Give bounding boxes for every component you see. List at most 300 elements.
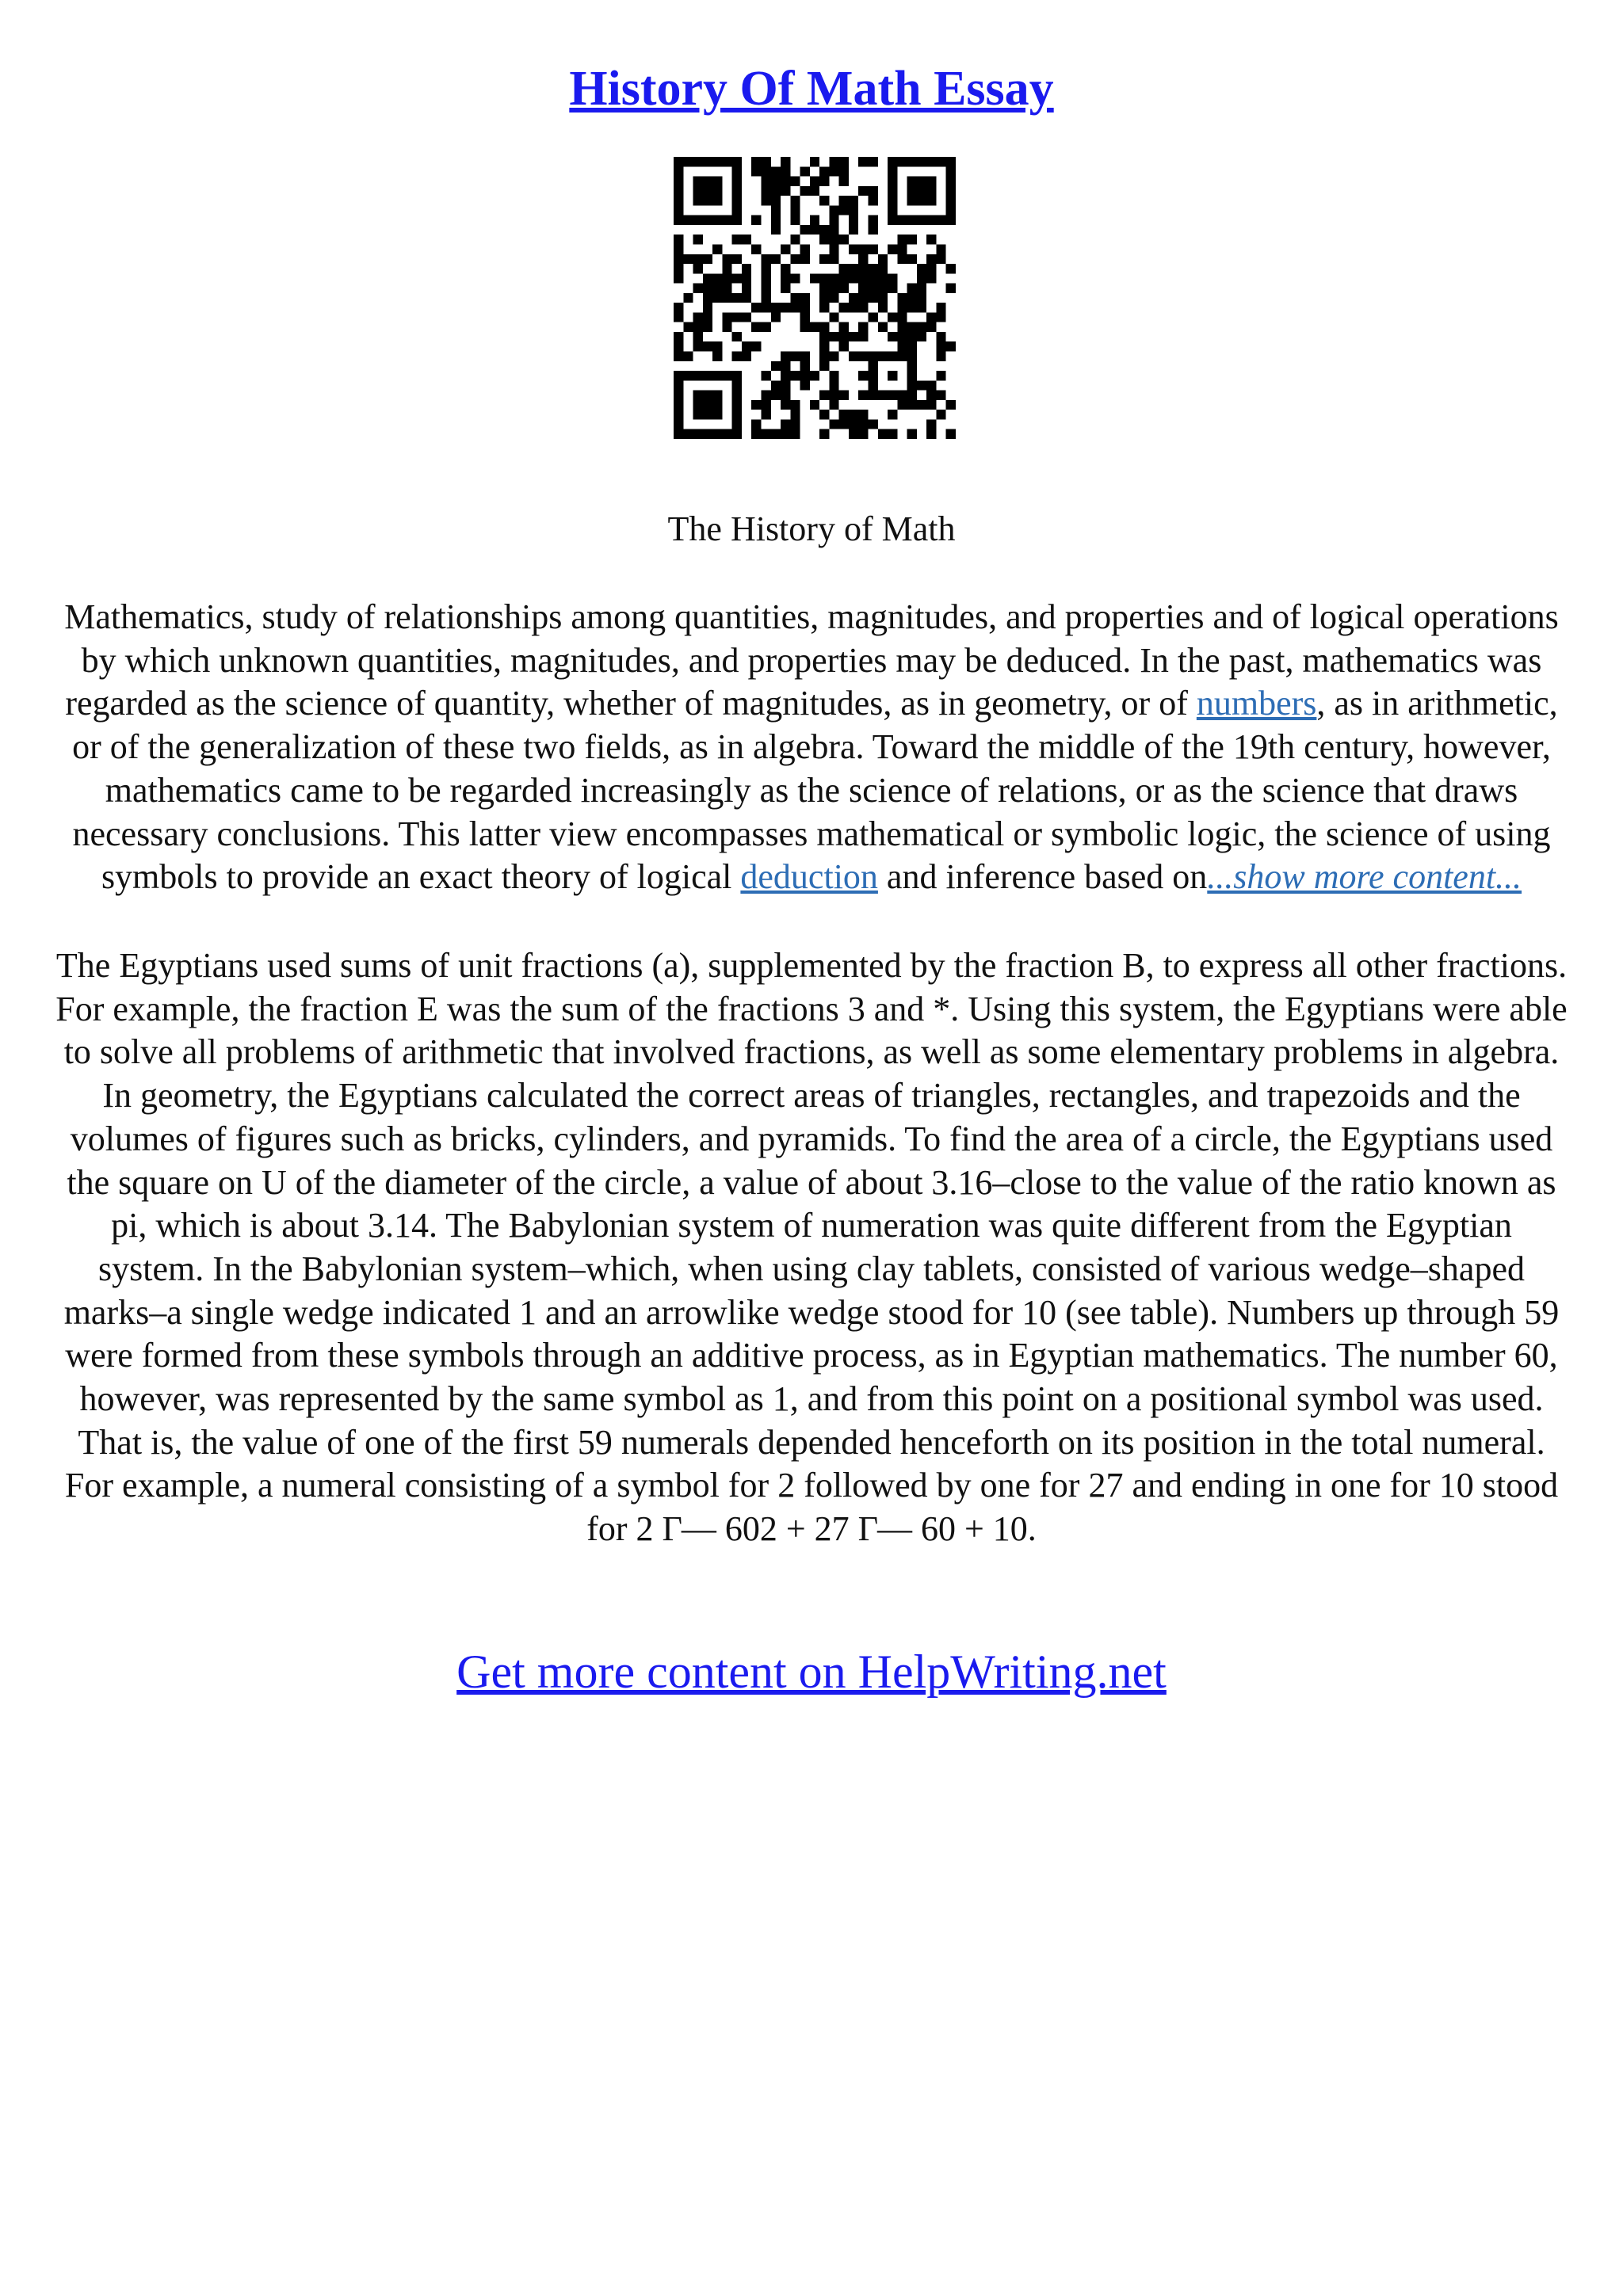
qr-module xyxy=(946,166,956,176)
get-more-content-link[interactable]: Get more content on HelpWriting.net xyxy=(456,1646,1167,1698)
qr-module xyxy=(917,332,926,341)
page-title xyxy=(0,59,1623,119)
qr-module xyxy=(722,312,731,322)
qr-module xyxy=(693,371,703,380)
qr-module xyxy=(703,157,712,166)
qr-module xyxy=(810,371,819,380)
qr-module xyxy=(849,352,858,361)
qr-module xyxy=(819,391,829,400)
qr-module xyxy=(771,303,781,312)
egyptian-paragraph: The Egyptians used sums of unit fractions (a), supplemented by the fraction B, to express all other fractions. For example, the fraction E was the sum of the fractions 3 and *. Using this system, the Egyptians were able to solve all problems of arithmetic that involved fractions, as well as some elementary problems in algebra. In geometry, the Egyptians calculated the correct areas of triangles, rectangles, and trapezoids and the volumes of figures such as bricks, cylinders, and pyramids. To find the area of a circle, the Egyptians used the square on U of the diameter of the circle, a value of about 3.16–close to the value of the ratio known as pi, which is about 3.14. The Babylonian system of numeration was quite different from the Egyptian system. In the Babylonian system–which, when using clay tablets, consisted of various wedge–shaped marks–a single wedge indicated 1 and an arrowlike wedge stood for 10 (see table). Numbers up through 59 were formed from these symbols through an additive process, as in Egyptian mathematics. The number 60, however, was represented by the same symbol as 1, and from this point on a positional symbol was used. That is, the value of one of the first 59 numerals depended henceforth on its position in the total numeral. For example, a numeral consisting of a symbol for 2 followed by one for 27 and ending in one for 10 stood for 2 Г— 602 + 27 Г— 60 + 10. xyxy=(55,946,1568,1549)
qr-module xyxy=(888,177,897,186)
intro-paragraph xyxy=(55,596,1568,899)
qr-module xyxy=(936,352,945,361)
qr-module xyxy=(839,205,849,215)
qr-module xyxy=(781,264,790,273)
qr-module xyxy=(917,196,926,205)
qr-module xyxy=(722,254,731,264)
qr-module xyxy=(761,284,770,293)
qr-module xyxy=(839,322,849,332)
qr-module xyxy=(946,264,956,273)
qr-module xyxy=(732,205,742,215)
qr-module xyxy=(712,273,722,283)
qr-module xyxy=(781,371,790,380)
qr-module xyxy=(674,332,683,341)
qr-module xyxy=(732,312,742,322)
qr-module xyxy=(742,341,751,351)
qr-module xyxy=(829,332,838,341)
qr-module xyxy=(907,303,917,312)
qr-module xyxy=(869,371,878,380)
qr-module xyxy=(946,157,956,166)
qr-module xyxy=(917,264,926,273)
intro-text-part1: Mathematics, study of relationships among quantities, magnitudes, and properties and of logical operations by which unknown quantities, magnitudes, and properties may be deduced. In the past, mathematics was regarded as the science of quantity, whether of magnitudes, as in geometry, or of xyxy=(64,597,1559,723)
qr-module xyxy=(693,157,703,166)
qr-module xyxy=(790,429,800,439)
qr-module xyxy=(917,177,926,186)
qr-module xyxy=(674,391,683,400)
qr-module xyxy=(888,391,897,400)
qr-module xyxy=(712,400,722,410)
qr-module xyxy=(839,303,849,312)
qr-module xyxy=(897,254,907,264)
qr-module xyxy=(761,196,770,205)
qr-module xyxy=(878,284,888,293)
qr-module xyxy=(693,235,703,244)
qr-module xyxy=(683,293,693,303)
qr-module xyxy=(946,196,956,205)
qr-module xyxy=(936,244,945,254)
qr-module xyxy=(936,332,945,341)
qr-module xyxy=(907,400,917,410)
qr-module xyxy=(732,371,742,380)
qr-module xyxy=(917,284,926,293)
qr-module xyxy=(849,273,858,283)
qr-module xyxy=(751,303,761,312)
qr-module xyxy=(907,341,917,351)
qr-module xyxy=(703,215,712,225)
qr-module xyxy=(926,254,936,264)
qr-module xyxy=(829,284,838,293)
qr-module xyxy=(674,273,683,283)
qr-module xyxy=(819,177,829,186)
qr-module xyxy=(946,400,956,410)
qr-module xyxy=(936,410,945,419)
qr-module xyxy=(790,352,800,361)
qr-module xyxy=(742,284,751,293)
qr-module xyxy=(722,264,731,273)
qr-module xyxy=(907,177,917,186)
qr-module xyxy=(907,361,917,371)
qr-module xyxy=(722,157,731,166)
qr-module xyxy=(732,215,742,225)
qr-module xyxy=(761,293,770,303)
qr-module xyxy=(907,371,917,380)
qr-module xyxy=(829,225,838,235)
qr-module xyxy=(946,215,956,225)
qr-module xyxy=(888,205,897,215)
qr-module xyxy=(829,273,838,283)
qr-module xyxy=(761,391,770,400)
qr-module xyxy=(751,157,761,166)
qr-module xyxy=(781,361,790,371)
qr-module xyxy=(751,322,761,332)
qr-module xyxy=(800,166,810,176)
qr-module xyxy=(829,352,838,361)
qr-module xyxy=(888,332,897,341)
qr-module xyxy=(810,186,819,196)
qr-module xyxy=(936,303,945,312)
qr-module xyxy=(829,312,838,322)
qr-module xyxy=(781,400,790,410)
qr-module xyxy=(839,166,849,176)
qr-module xyxy=(761,186,770,196)
qr-module xyxy=(693,429,703,439)
qr-module xyxy=(849,419,858,429)
qr-module xyxy=(771,380,781,390)
qr-module xyxy=(703,400,712,410)
qr-module xyxy=(693,410,703,419)
qr-module xyxy=(722,284,731,293)
qr-module xyxy=(674,235,683,244)
qr-module xyxy=(936,215,945,225)
qr-module xyxy=(829,235,838,244)
qr-module xyxy=(732,186,742,196)
qr-module xyxy=(917,186,926,196)
qr-module xyxy=(858,322,868,332)
qr-module xyxy=(829,293,838,303)
qr-module xyxy=(888,273,897,283)
qr-module xyxy=(674,196,683,205)
qr-module xyxy=(907,196,917,205)
qr-module xyxy=(800,312,810,322)
qr-module xyxy=(771,196,781,205)
qr-module xyxy=(674,205,683,215)
qr-module xyxy=(712,215,722,225)
qr-module xyxy=(819,254,829,264)
qr-module xyxy=(946,186,956,196)
qr-module xyxy=(819,284,829,293)
qr-module xyxy=(926,273,936,283)
qr-module xyxy=(771,215,781,225)
qr-module xyxy=(869,273,878,283)
qr-module xyxy=(897,157,907,166)
qr-module xyxy=(790,400,800,410)
qr-module xyxy=(878,429,888,439)
qr-module xyxy=(761,166,770,176)
qr-module xyxy=(897,352,907,361)
qr-module xyxy=(829,166,838,176)
qr-module xyxy=(722,322,731,332)
qr-module xyxy=(732,410,742,419)
qr-module xyxy=(936,341,945,351)
qr-module xyxy=(858,332,868,341)
qr-module xyxy=(703,410,712,419)
qr-module xyxy=(819,273,829,283)
qr-module xyxy=(839,410,849,419)
qr-module xyxy=(693,400,703,410)
qr-module xyxy=(829,391,838,400)
qr-module xyxy=(712,196,722,205)
qr-module xyxy=(819,332,829,341)
footer xyxy=(0,1642,1623,1702)
qr-module xyxy=(732,273,742,283)
qr-module xyxy=(781,273,790,283)
qr-module xyxy=(839,196,849,205)
qr-module xyxy=(751,215,761,225)
qr-module xyxy=(819,352,829,361)
qr-module xyxy=(858,264,868,273)
qr-module xyxy=(674,341,683,351)
qr-module xyxy=(878,303,888,312)
intro-text-part3: and inference based on xyxy=(877,857,1208,897)
qr-module xyxy=(888,429,897,439)
qr-module xyxy=(858,186,868,196)
qr-module xyxy=(936,157,945,166)
qr-module xyxy=(703,254,712,264)
qr-module xyxy=(771,312,781,322)
qr-module xyxy=(712,410,722,419)
qr-module xyxy=(751,341,761,351)
qr-module xyxy=(790,177,800,186)
qr-module xyxy=(917,322,926,332)
qr-module xyxy=(751,244,761,254)
qr-module xyxy=(839,391,849,400)
qr-module xyxy=(693,322,703,332)
qr-module xyxy=(781,352,790,361)
qr-module xyxy=(790,235,800,244)
qr-module xyxy=(712,429,722,439)
qr-module xyxy=(907,332,917,341)
qr-module xyxy=(926,429,936,439)
qr-module xyxy=(926,312,936,322)
qr-module xyxy=(810,400,819,410)
qr-module xyxy=(781,186,790,196)
qr-module xyxy=(703,391,712,400)
qr-module xyxy=(781,177,790,186)
qr-module xyxy=(790,215,800,225)
qr-module xyxy=(819,225,829,235)
qr-module xyxy=(819,196,829,205)
qr-module xyxy=(703,322,712,332)
qr-module xyxy=(781,380,790,390)
qr-module xyxy=(674,429,683,439)
qr-module xyxy=(722,273,731,283)
qr-module xyxy=(781,419,790,429)
qr-module xyxy=(712,352,722,361)
qr-module xyxy=(693,177,703,186)
qr-module xyxy=(683,322,693,332)
qr-module xyxy=(790,254,800,264)
qr-module xyxy=(926,380,936,390)
qr-module xyxy=(683,352,693,361)
qr-module xyxy=(761,303,770,312)
qr-module xyxy=(693,264,703,273)
qr-module xyxy=(693,186,703,196)
qr-module xyxy=(781,166,790,176)
qr-module xyxy=(674,400,683,410)
qr-module xyxy=(703,429,712,439)
qr-module xyxy=(742,273,751,283)
qr-module xyxy=(897,235,907,244)
qr-module xyxy=(800,244,810,254)
qr-module xyxy=(742,293,751,303)
qr-module xyxy=(888,186,897,196)
qr-module xyxy=(732,391,742,400)
qr-module xyxy=(800,186,810,196)
qr-code-icon[interactable] xyxy=(674,157,956,439)
qr-module xyxy=(829,254,838,264)
qr-module xyxy=(839,264,849,273)
qr-module xyxy=(722,429,731,439)
qr-module xyxy=(810,177,819,186)
qr-module xyxy=(917,303,926,312)
qr-module xyxy=(926,391,936,400)
qr-module xyxy=(790,303,800,312)
qr-module xyxy=(790,419,800,429)
qr-module xyxy=(829,419,838,429)
qr-module xyxy=(897,332,907,341)
qr-module xyxy=(858,293,868,303)
qr-module xyxy=(926,186,936,196)
qr-module xyxy=(800,371,810,380)
qr-module xyxy=(800,254,810,264)
qr-module xyxy=(703,273,712,283)
qr-module xyxy=(869,391,878,400)
qr-module xyxy=(858,371,868,380)
qr-module xyxy=(829,380,838,390)
numbers-link[interactable]: numbers xyxy=(1196,684,1317,723)
qr-module xyxy=(703,186,712,196)
qr-module xyxy=(878,391,888,400)
qr-module xyxy=(751,419,761,429)
qr-module xyxy=(693,254,703,264)
qr-module xyxy=(839,235,849,244)
qr-module xyxy=(703,196,712,205)
qr-module xyxy=(907,186,917,196)
qr-module xyxy=(888,312,897,322)
qr-module xyxy=(926,196,936,205)
qr-module xyxy=(946,284,956,293)
qr-module xyxy=(907,352,917,361)
qr-module xyxy=(829,371,838,380)
qr-module xyxy=(712,391,722,400)
qr-module xyxy=(781,391,790,400)
qr-module xyxy=(761,410,770,419)
qr-module xyxy=(819,293,829,303)
qr-module xyxy=(897,293,907,303)
qr-module xyxy=(790,205,800,215)
qr-module xyxy=(712,284,722,293)
qr-module xyxy=(849,225,858,235)
qr-module xyxy=(888,166,897,176)
qr-module xyxy=(897,312,907,322)
qr-module xyxy=(732,196,742,205)
qr-module xyxy=(810,322,819,332)
qr-module xyxy=(829,400,838,410)
qr-module xyxy=(732,157,742,166)
qr-module xyxy=(683,371,693,380)
qr-module xyxy=(869,312,878,322)
qr-module xyxy=(683,157,693,166)
deduction-link[interactable]: deduction xyxy=(740,857,878,897)
title-link[interactable]: History Of Math Essay xyxy=(569,62,1054,116)
qr-module xyxy=(946,341,956,351)
qr-module xyxy=(742,352,751,361)
qr-module xyxy=(869,225,878,235)
qr-module xyxy=(674,254,683,264)
qr-module xyxy=(810,215,819,225)
qr-module xyxy=(839,273,849,283)
qr-module xyxy=(917,293,926,303)
qr-module xyxy=(819,429,829,439)
qr-module xyxy=(897,215,907,225)
qr-module xyxy=(800,225,810,235)
qr-module xyxy=(781,284,790,293)
qr-module xyxy=(869,293,878,303)
qr-module xyxy=(674,380,683,390)
qr-module xyxy=(869,186,878,196)
qr-module xyxy=(674,244,683,254)
qr-module xyxy=(917,215,926,225)
qr-module xyxy=(849,196,858,205)
qr-module xyxy=(888,410,897,419)
qr-module xyxy=(693,391,703,400)
qr-module xyxy=(712,186,722,196)
qr-module xyxy=(742,235,751,244)
qr-module xyxy=(888,215,897,225)
qr-module xyxy=(693,284,703,293)
qr-module xyxy=(829,157,838,166)
qr-module xyxy=(693,341,703,351)
qr-module xyxy=(869,244,878,254)
qr-module xyxy=(810,225,819,235)
qr-module xyxy=(790,196,800,205)
qr-module xyxy=(703,371,712,380)
qr-module xyxy=(751,400,761,410)
qr-module xyxy=(926,157,936,166)
qr-module xyxy=(742,312,751,322)
qr-module xyxy=(839,284,849,293)
qr-module xyxy=(761,254,770,264)
intro-text-part2: , as in arithmetic, or of the generalization of these two fields, as in algebra. Toward the middle of the 19th century, however, mathematics came to be regarded increasingly as the science of relations, or as the science that draws necessary conclusions. This latter view encompasses mathematical or symbolic logic, the science of using symbols to provide an exact theory of logical xyxy=(72,684,1558,897)
qr-module xyxy=(917,157,926,166)
qr-module xyxy=(946,429,956,439)
qr-module xyxy=(907,380,917,390)
qr-module xyxy=(732,293,742,303)
qr-module xyxy=(946,205,956,215)
qr-module xyxy=(878,352,888,361)
qr-module xyxy=(732,419,742,429)
qr-module xyxy=(712,341,722,351)
qr-module xyxy=(761,429,770,439)
qr-module xyxy=(761,273,770,283)
show-more-link[interactable]: ...show more content... xyxy=(1207,857,1522,897)
qr-module xyxy=(869,380,878,390)
qr-module xyxy=(946,177,956,186)
qr-module xyxy=(839,419,849,429)
qr-module xyxy=(858,284,868,293)
qr-module xyxy=(771,186,781,196)
qr-module xyxy=(751,429,761,439)
qr-module xyxy=(917,273,926,283)
qr-module xyxy=(732,332,742,341)
qr-module xyxy=(907,429,917,439)
qr-module xyxy=(674,166,683,176)
qr-module xyxy=(693,312,703,322)
qr-module xyxy=(849,244,858,254)
qr-module xyxy=(761,371,770,380)
